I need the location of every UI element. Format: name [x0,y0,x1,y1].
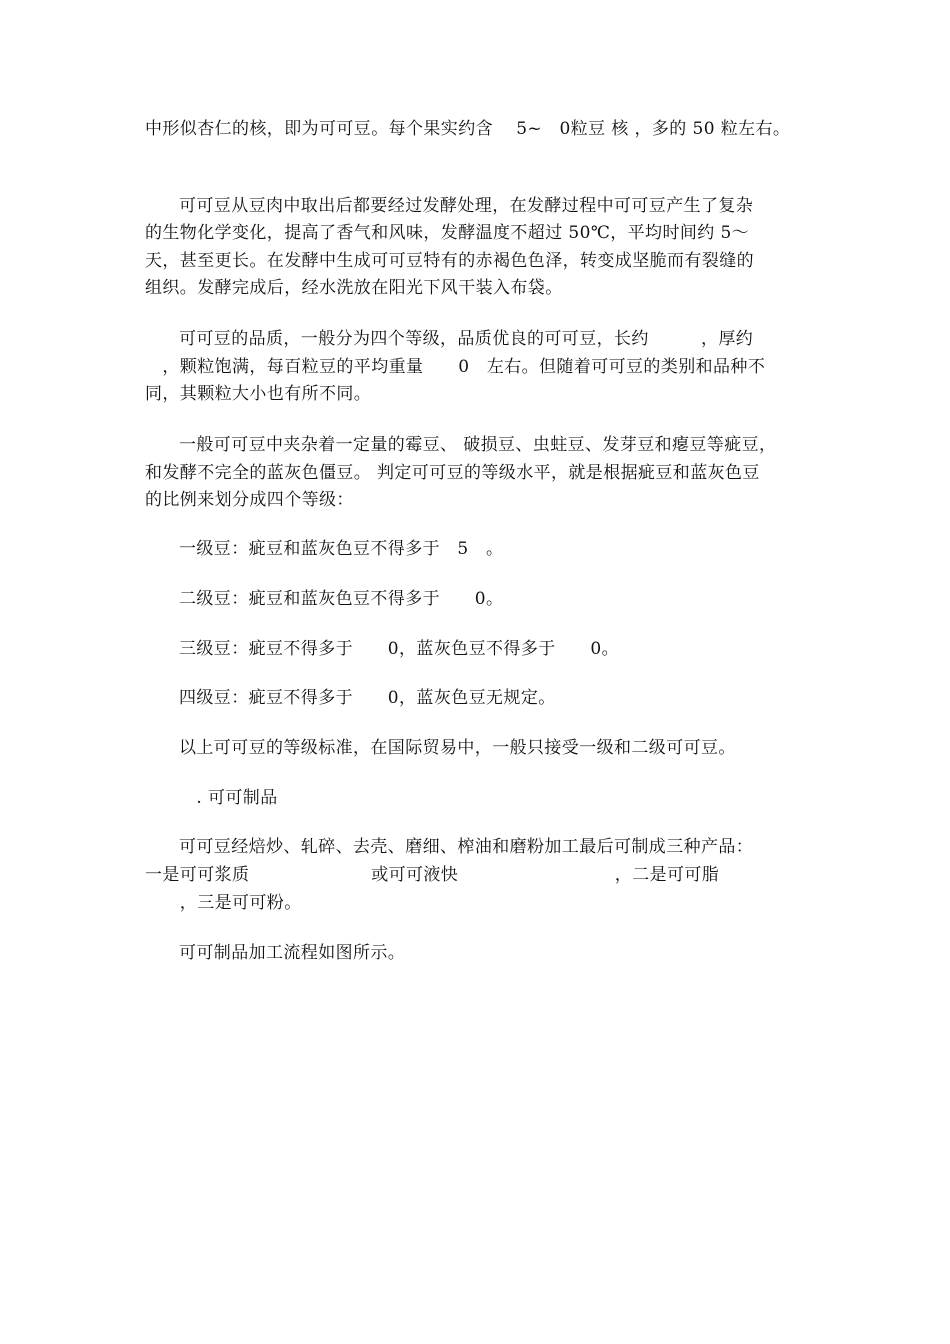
text-line-10: 和发酵不完全的蓝灰色僵豆。 判定可可豆的等级水平，就是根据疵豆和蓝灰色豆 [145,463,760,483]
text-line-15: 四级豆：疵豆不得多于 0，蓝灰色豆无规定。 [179,688,556,708]
section-heading: . 可可制品 [179,788,278,808]
text-line-1: 中形似杏仁的核，即为可可豆。每个果实约含 5~ 0粒豆 核 ，多的 50 粒左右。 [145,119,791,139]
text-line-6: 可可豆的品质，一般分为四个等级，品质优良的可可豆，长约 ，厚约 [179,329,754,349]
text-line-18: 可可豆经焙炒、轧碎、去壳、磨细、榨油和磨粉加工最后可制成三种产品： [179,837,754,857]
text-line-16: 以上可可豆的等级标准，在国际贸易中，一般只接受一级和二级可可豆。 [179,738,736,758]
text-line-8: 同，其颗粒大小也有所不同。 [145,384,372,404]
text-line-19: 一是可可浆质 或可可液快 ，二是可可脂 [145,865,720,885]
text-line-13: 二级豆：疵豆和蓝灰色豆不得多于 0。 [179,589,504,609]
text-line-12: 一级豆：疵豆和蓝灰色豆不得多于 5 。 [179,539,504,559]
text-line-4: 天，甚至更长。在发酵中生成可可豆特有的赤褐色色泽，转变成坚脆而有裂缝的 [145,251,754,271]
text-line-20: ，三是可可粉。 [145,893,302,913]
text-line-11: 的比例来划分成四个等级： [145,490,354,510]
text-line-5: 组织。发酵完成后，经水洗放在阳光下风干装入布袋。 [145,278,563,298]
text-line-21: 可可制品加工流程如图所示。 [179,943,406,963]
text-line-3: 的生物化学变化，提高了香气和风味，发酵温度不超过 50℃，平均时间约 5～ [145,223,750,243]
text-line-9: 一般可可豆中夹杂着一定量的霉豆、 破损豆、虫蛀豆、发芽豆和瘪豆等疵豆， [179,435,777,455]
text-line-2: 可可豆从豆肉中取出后都要经过发酵处理，在发酵过程中可可豆产生了复杂 [179,196,754,216]
text-line-7: ，颗粒饱满，每百粒豆的平均重量 0 左右。但随着可可豆的类别和品种不 [145,357,766,377]
text-line-14: 三级豆：疵豆不得多于 0，蓝灰色豆不得多于 0。 [179,639,620,659]
